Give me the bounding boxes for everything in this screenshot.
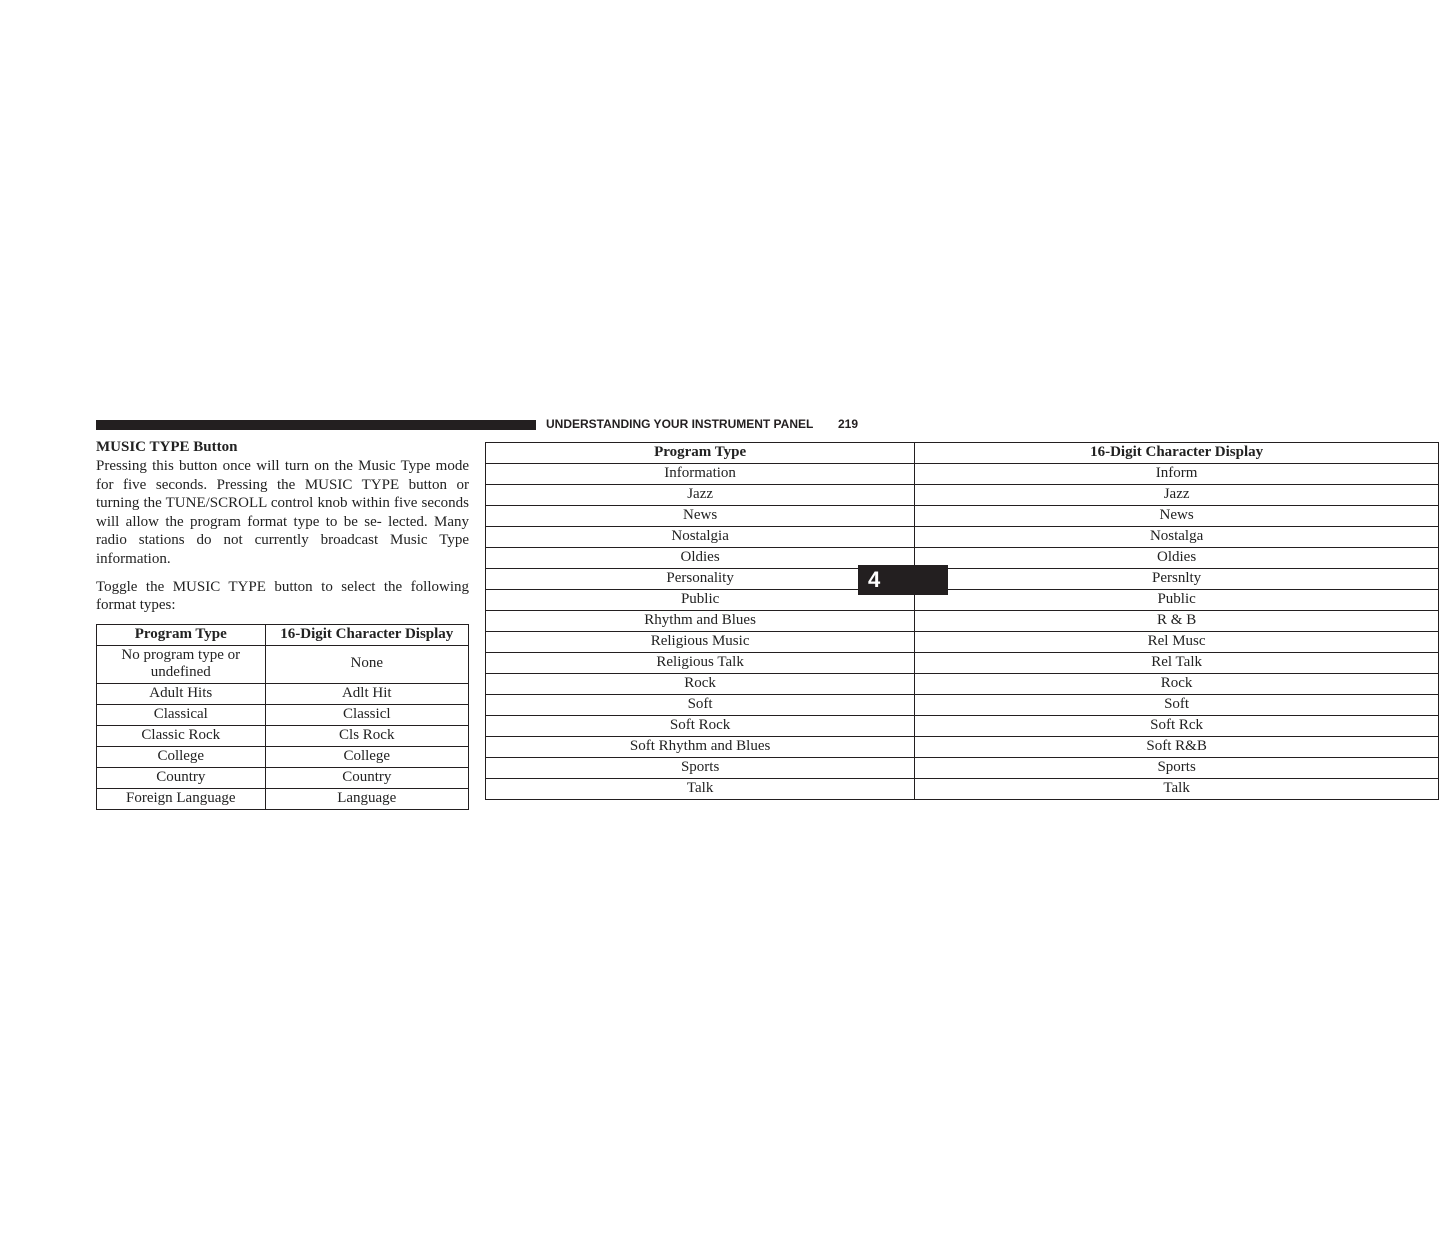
display-cell: Sports — [915, 758, 1439, 779]
table-header-row — [486, 443, 1439, 464]
header-program-type: Program Type — [97, 624, 266, 645]
display-cell: Country — [265, 767, 468, 788]
program-type-cell: Adult Hits — [97, 683, 266, 704]
program-type-cell: Religious Music — [486, 632, 915, 653]
program-type-cell: News — [486, 506, 915, 527]
table-row — [486, 758, 1439, 779]
program-type-cell: Classical — [97, 704, 266, 725]
program-type-cell: Soft Rhythm and Blues — [486, 737, 915, 758]
program-type-cell: Nostalgia — [486, 527, 915, 548]
table-row — [486, 464, 1439, 485]
table-row — [486, 569, 1439, 590]
table-row — [97, 767, 469, 788]
format-table-left — [96, 624, 469, 810]
table-row — [486, 674, 1439, 695]
table-row — [486, 506, 1439, 527]
display-cell: Inform — [915, 464, 1439, 485]
program-type-cell: Soft Rock — [486, 716, 915, 737]
table-row — [486, 611, 1439, 632]
display-cell: Persnlty — [915, 569, 1439, 590]
paragraph-intro: Pressing this button once will turn on the Music Type mode for five seconds. Pressing the MUSIC TYPE button or turning the TUNE/SCROLL control knob within five seconds will allow the program format type to be se- lected. Many radio stations do not currently broadcast Music Type information. — [96, 458, 469, 567]
table-row — [97, 788, 469, 809]
program-type-cell: Sports — [486, 758, 915, 779]
table-row — [486, 548, 1439, 569]
left-column — [96, 438, 469, 810]
program-type-cell: Oldies — [486, 548, 915, 569]
display-cell: Nostalga — [915, 527, 1439, 548]
program-type-cell: Religious Talk — [486, 653, 915, 674]
program-type-cell: Rhythm and Blues — [486, 611, 915, 632]
table-row — [486, 485, 1439, 506]
program-type-cell: Information — [486, 464, 915, 485]
program-type-cell: Rock — [486, 674, 915, 695]
table-row — [486, 695, 1439, 716]
header-display: 16-Digit Character Display — [915, 443, 1439, 464]
display-cell: Jazz — [915, 485, 1439, 506]
running-header-title: UNDERSTANDING YOUR INSTRUMENT PANEL — [546, 417, 814, 431]
program-type-cell: Soft — [486, 695, 915, 716]
display-cell: College — [265, 746, 468, 767]
chapter-tab: 4 — [858, 565, 948, 595]
program-type-cell: College — [97, 746, 266, 767]
table-row — [97, 746, 469, 767]
display-cell: Public — [915, 590, 1439, 611]
table-row — [486, 632, 1439, 653]
table-row — [97, 683, 469, 704]
header-rule — [96, 420, 536, 430]
table-row — [486, 590, 1439, 611]
display-cell: Language — [265, 788, 468, 809]
display-cell: Soft — [915, 695, 1439, 716]
display-cell: News — [915, 506, 1439, 527]
program-type-cell: Classic Rock — [97, 725, 266, 746]
program-type-cell: No program type or undefined — [97, 645, 266, 683]
section-title: MUSIC TYPE Button — [96, 439, 238, 455]
program-type-cell: Country — [97, 767, 266, 788]
program-type-cell: Personality — [486, 569, 915, 590]
display-cell: Talk — [915, 779, 1439, 800]
display-cell: Soft R&B — [915, 737, 1439, 758]
display-cell: Adlt Hit — [265, 683, 468, 704]
table-row — [97, 645, 469, 683]
program-type-cell: Talk — [486, 779, 915, 800]
table-header-row — [97, 624, 469, 645]
table-row — [97, 725, 469, 746]
table-row — [486, 779, 1439, 800]
display-cell: None — [265, 645, 468, 683]
header-display: 16-Digit Character Display — [265, 624, 468, 645]
table-row — [97, 704, 469, 725]
display-cell: Oldies — [915, 548, 1439, 569]
display-cell: R & B — [915, 611, 1439, 632]
display-cell: Soft Rck — [915, 716, 1439, 737]
display-cell: Rock — [915, 674, 1439, 695]
format-table-right — [485, 442, 1439, 800]
page-number: 219 — [838, 417, 859, 431]
display-cell: Rel Talk — [915, 653, 1439, 674]
program-type-cell: Public — [486, 590, 915, 611]
display-cell: Classicl — [265, 704, 468, 725]
display-cell: Cls Rock — [265, 725, 468, 746]
program-type-cell: Foreign Language — [97, 788, 266, 809]
table-row — [486, 737, 1439, 758]
program-type-cell: Jazz — [486, 485, 915, 506]
table-row — [486, 716, 1439, 737]
table-row — [486, 653, 1439, 674]
paragraph-toggle: Toggle the MUSIC TYPE button to select the following format types: — [96, 578, 469, 614]
header-program-type: Program Type — [486, 443, 915, 464]
table-row — [486, 527, 1439, 548]
display-cell: Rel Musc — [915, 632, 1439, 653]
